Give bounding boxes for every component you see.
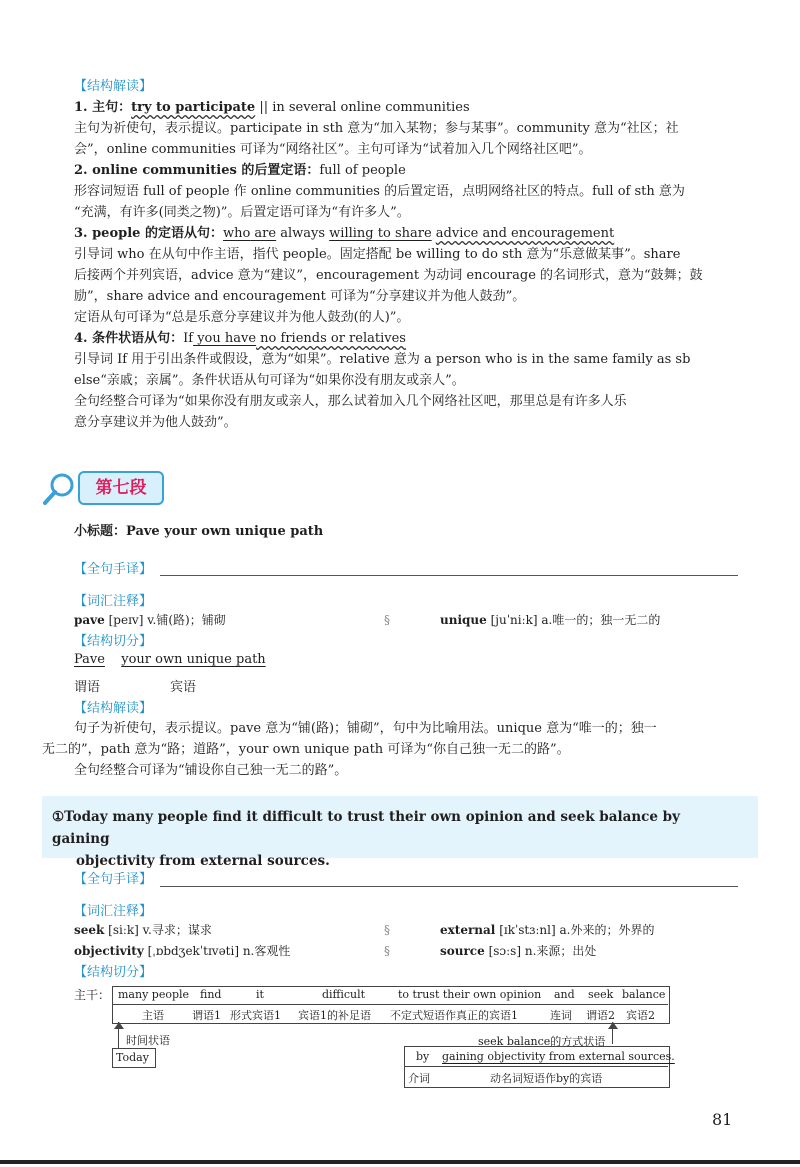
main-clause: try to participate [131,100,256,115]
relative-willing: willing to share [329,226,432,241]
relative-objects: advice and encouragement [435,226,615,241]
cond-if: If [183,331,194,346]
postpositive-attr: full of people [319,163,406,178]
paragraph-7-header [42,467,162,509]
text-line: 引导词 who 在从句中作主语，指代 people。固定搭配 be willing to do sth 意为“乐意做某事”。share [74,247,681,262]
label-structure-analysis: 【结构解读】 [74,79,153,94]
point-2 [74,160,740,181]
vocab-def: [peɪv] v.铺(路)；铺砌 [108,613,226,627]
vocab-def: [ɪkˈstɜːnl] a.外来的；外界的 [499,923,655,937]
magnifier-icon [42,471,78,507]
text-line: 句子为祈使句，表示提议。pave 意为“铺(路)；铺砌”，句中为比喻用法。unique 意为“唯一的；独一 [74,721,657,736]
label-vocab: 【词汇注释】 [74,904,153,919]
cell-subject: many people [118,988,190,1001]
divider-icon: § [384,923,390,937]
text-line: 全句经整合可译为“如果你没有朋友或亲人，那么试着加入几个网络社区吧，那里总是有许多人乐 [74,394,627,409]
translation-blank[interactable] [160,575,738,576]
text-line: 励”，share advice and encouragement 可译为“分享建议并为他人鼓劲”。 [74,289,526,304]
main-label: 主干： [74,988,111,1002]
arrow-up-icon [114,1022,124,1029]
vocab-word: external [440,923,496,937]
vocab-seek [74,920,212,940]
today-text: Today [116,1051,149,1064]
paragraph-7-title: 第七段 [78,471,164,505]
role-prep: 介词 [408,1072,430,1085]
point-3-title: 3. people 的定语从句： [74,226,223,241]
vocab-word: source [440,944,485,958]
label-translate: 【全句手译】 [74,872,153,887]
role-formal-obj: 形式宾语1 [230,1009,281,1022]
vocab-def: [juˈniːk] a.唯一的；独一无二的 [490,613,661,627]
manner-adverbial-label: seek balance的方式状语 [478,1035,606,1048]
vocab-pave [74,610,226,630]
text-line: 后接两个并列宾语，advice 意为“建议”，encouragement 为动词 encourage 的名词形式，意为“鼓舞；鼓 [74,268,703,283]
point-1 [74,97,740,118]
text-line: 会”，online communities 可译为“网络社区”。主句可译为“试着加入几个网络社区吧”。 [74,142,592,157]
vocab-word: pave [74,613,105,627]
main-clause-rest: || in several online communities [255,100,470,115]
struct-path: your own unique path [121,652,266,667]
cond-object: no friends or relatives [256,331,406,346]
point-4 [74,328,740,349]
role-pred1: 谓语1 [192,1009,221,1022]
subtitle-line [74,520,323,539]
role-gerund: 动名词短语作by的宾语 [490,1072,603,1085]
time-adverbial-label: 时间状语 [126,1034,170,1047]
struct-role-obj: 宾语 [170,680,197,695]
cell-and: and [554,988,575,1001]
subtitle-label: 小标题： [74,524,127,539]
struct-pave: Pave [74,652,105,667]
vocab-def: [sɔːs] n.来源；出处 [488,944,597,958]
point-3 [74,223,740,244]
struct-row [74,652,266,667]
point-2-title: 2. online communities 的后置定语： [74,163,320,178]
vocab-def: [ˌɒbdʒekˈtɪvəti] n.客观性 [147,944,291,958]
cell-by: by [416,1050,430,1063]
role-real-obj: 不定式短语作真正的宾语1 [390,1009,518,1022]
cell-seek: seek [588,988,614,1001]
label-translate: 【全句手译】 [74,562,153,577]
cond-have: have [220,331,257,346]
role-pred2: 谓语2 [586,1009,615,1022]
bottom-rule [0,1160,800,1164]
analysis-text [42,718,742,781]
cell-difficult: difficult [322,988,366,1001]
page-number: 81 [712,1110,733,1129]
sentence-1 [52,806,742,872]
role-conj: 连词 [550,1009,572,1022]
point-4-title: 4. 条件状语从句： [74,331,184,346]
vocab-word: seek [74,923,105,937]
vocab-source [440,941,596,961]
relative-are: are [250,226,277,241]
cond-you: you [193,331,221,346]
text-line: else“亲戚；亲属”。条件状语从句可译为“如果你没有朋友或亲人”。 [74,373,465,388]
cell-balance: balance [622,988,666,1001]
role-obj2: 宾语2 [626,1009,655,1022]
label-vocab: 【词汇注释】 [74,594,153,609]
vocab-def: [siːk] v.寻求；谋求 [108,923,212,937]
text-line: 全句经整合可译为“铺设你自己独一无二的路”。 [74,763,348,778]
relative-who: who [222,226,251,241]
vocab-objectivity [74,941,290,961]
vocab-unique [440,610,660,630]
vocab-word: objectivity [74,944,144,958]
label-structure: 【结构切分】 [74,634,153,649]
divider-icon: § [384,613,390,627]
point-1-title: 1. 主句： [74,100,132,115]
cell-find: find [200,988,222,1001]
divider-line [404,1066,668,1067]
label-analysis: 【结构解读】 [74,701,153,716]
vocab-word: unique [440,613,487,627]
translation-blank[interactable] [160,886,738,887]
sentence-line: ①Today many people find it difficult to trust their own opinion and seek balance by gaining [52,809,680,847]
vocab-external [440,920,654,940]
divider-line [112,1004,668,1005]
label-structure: 【结构切分】 [74,965,153,980]
arrow-up-icon [608,1022,618,1029]
text-line: 主句为祈使句，表示提议。participate in sth 意为“加入某物；参与某事”。community 意为“社区；社 [74,121,679,136]
cell-gaining: gaining objectivity from external sources. [442,1050,675,1063]
text-line: 形容词短语 full of people 作 online communities 的后置定语，点明网络社区的特点。full of sth 意为 [74,184,685,199]
text-line: 引导词 If 用于引出条件或假设，意为“如果”。relative 意为 a person who is in the same family as sb [74,352,691,367]
text-line: 意分享建议并为他人鼓劲”。 [74,415,237,430]
sentence-line: objectivity from external sources. [76,853,330,869]
role-subject: 主语 [142,1009,164,1022]
text-line: “充满，有许多(同类之物)”。后置定语可译为“有许多人”。 [74,205,410,220]
text-line: 定语从句可译为“总是乐意分享建议并为他人鼓劲(的人)”。 [74,310,410,325]
struct-role-pred: 谓语 [74,680,101,695]
cell-it: it [256,988,264,1001]
text-line: 无二的”，path 意为“路；道路”，your own unique path 可译为“你自己独一无二的路”。 [42,742,570,757]
subtitle-text: Pave your own unique path [126,524,324,539]
cell-to-trust: to trust their own opinion [398,988,542,1001]
divider-icon: § [384,944,390,958]
section-analysis-6 [74,76,740,433]
role-complement: 宾语1的补足语 [298,1009,371,1022]
relative-always: always [276,226,330,241]
